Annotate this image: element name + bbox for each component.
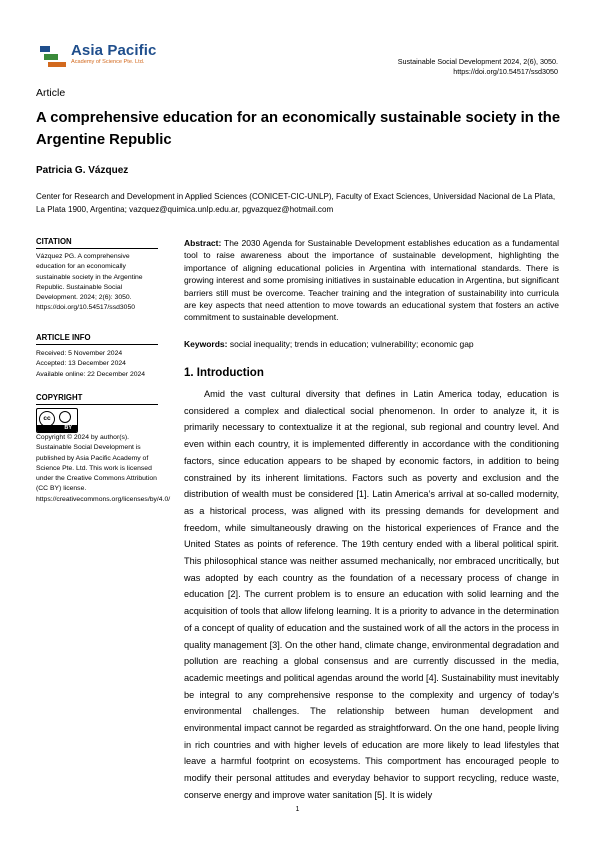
author-name: Patricia G. Vázquez: [36, 165, 129, 176]
publisher-name: Asia Pacific: [71, 42, 157, 59]
cc-by-license-icon[interactable]: [36, 408, 78, 433]
publisher-logo: [40, 42, 170, 74]
abstract-label: Abstract:: [184, 238, 222, 248]
abstract-text: The 2030 Agenda for Sustainable Development establishes education as a fundamental tool to raise awareness about the importance of sustainable development, highlighting the importance of aligning educational policies in Argentina with international standards. There is growing interest and some promising initiatives in sustainable education in Argentina, but significant barriers still must be overcome. Teacher training and the integration of sustainability into curricula are key aspects that need attention to move towards an educational system that fosters an active commitment to sustainable development.: [184, 238, 559, 323]
online-date: Available online: 22 December 2024: [36, 370, 146, 378]
citation-text: Vázquez PG. A comprehensive education for an economically sustainable society in the Argentine Republic. Sustainable Social Development. 2024; 2(6): 3050. https://doi.org/10.54517/ssd3050: [36, 253, 143, 312]
paper-title: A comprehensive education for an economically sustainable society in the Argentine Republic: [36, 110, 561, 148]
keywords-text: social inequality; trends in education; vulnerability; economic gap: [229, 339, 474, 349]
attribution-person-icon: [59, 411, 71, 423]
article-type: Article: [36, 87, 66, 99]
doi-link[interactable]: https://doi.org/10.54517/ssd3050: [453, 67, 558, 76]
keywords: [184, 338, 559, 350]
publisher-logo-mark-icon: [40, 44, 68, 68]
citation-heading: CITATION: [36, 237, 158, 249]
abstract: [184, 237, 559, 324]
accepted-date: Accepted: 13 December 2024: [36, 360, 126, 368]
by-label: BY: [37, 425, 77, 432]
journal-reference: [398, 57, 558, 77]
journal-line: Sustainable Social Development 2024, 2(6), 3050.: [397, 57, 558, 66]
copyright-heading: COPYRIGHT: [36, 393, 158, 405]
body-paragraph: Amid the vast cultural diversity that defines in Latin America today, education is considered a complex and dialectical social phenomenon. In order to analyze it, it is primarily necessary to contextualize it at the regional, sub regional and country level. And even within each country, it is implemented differently in accordance with the conditioning factors, since education appears to be shaped by economic factors, in addition to being constrained by its inherent limitations. Factors such as poverty and exclusion and the distribution of wealth must be considered [1]. Latin America’s arrival at so-called modernity, as a historical process, was aligned with its pressing demands for development and freedom, while simultaneously drawing on the historical experiences of France and the United States as points of reference. The 19th century ended with a liberal political spirit. This philosophical stance was neither assumed mechanically, nor embraced uncritically, but was adopted by each country as the foundation of a necessary process of change in education [2]. The current problem is to ensure an education with solid learning and the acquisition of tools that allow lifelong learning. It is a priority to advance in the determination of a concept of quality of education and the sustained work of all the actors in the process in quality management [3]. On the other hand, climate change, environmental degradation and pollution are reaching a global consensus and are currently discussed in the media, academic meetings and political agendas around the world [4]. Sustainability must inevitably be integral to any comprehensive response to the complexity and urgency of today’s environmental challenges. The relationship between human development and environmental impact cannot be regarded as straightforward. On the one hand, people living in rich countries and with higher levels of education are more likely to lead lifestyles that leave a harmful footprint on ecosystems. This comportment has encouraged people to modify their personal attitudes and everyday behavior to support recycling, reduce waste, conserve energy and improve water sanitation [5]. It is widely: [184, 389, 559, 800]
article-info-heading: ARTICLE INFO: [36, 333, 158, 345]
cc-icon: cc: [39, 411, 55, 427]
publisher-subtitle: Academy of Science Pte. Ltd.: [71, 59, 145, 65]
copyright-text: Copyright © 2024 by author(s). Sustainable Social Development is published by Asia Pacific Academy of Science Pte. Ltd. This work is licensed under the Creative Commons Attribution (CC BY) license. https://creativecommons.org/licenses/by/4.0/: [36, 434, 171, 503]
author-affiliation: Center for Research and Development in Applied Sciences (CONICET-CIC-UNLP), Faculty of Exact Sciences, Universidad Nacional de La Plata, La Plata 1900, Argentina; vazquez@quimica.unlp.edu.ar, pgvazquez@hotmail.com: [36, 192, 556, 214]
section-title: 1. Introduction: [184, 367, 264, 379]
article-info: [36, 349, 158, 380]
received-date: Received: 5 November 2024: [36, 350, 123, 357]
page-number: 1: [295, 806, 300, 813]
keywords-label: Keywords:: [184, 339, 228, 349]
